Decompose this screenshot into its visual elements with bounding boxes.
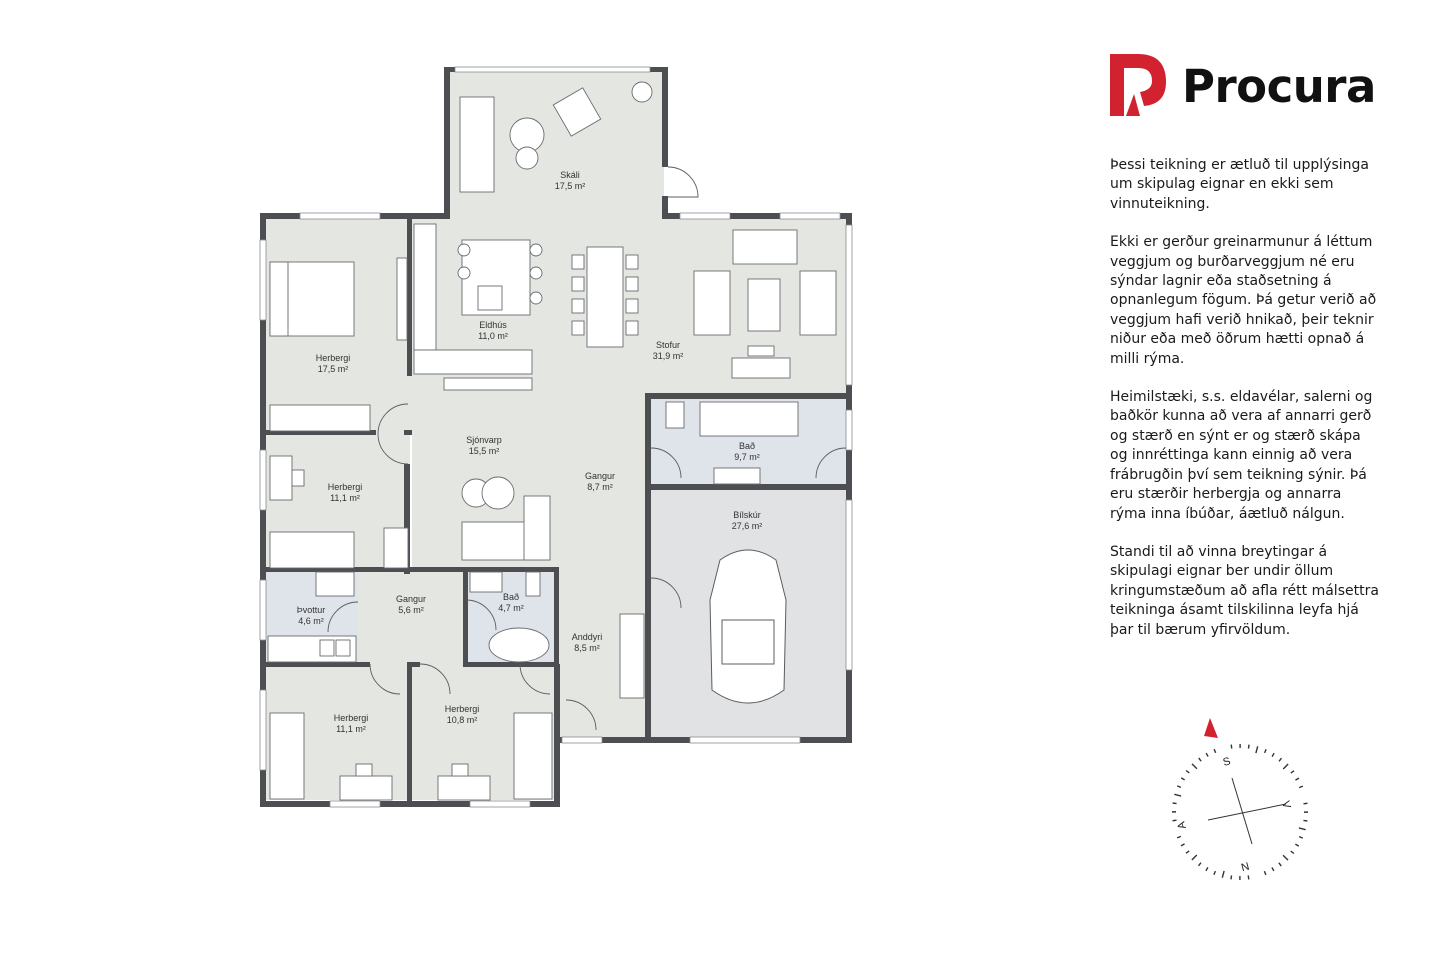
compass-tick [1272, 867, 1274, 870]
room-label: Bað [738, 441, 756, 451]
compass-tick [1177, 836, 1181, 838]
room-area: 8,7 m² [587, 482, 613, 492]
compass-tick [1291, 771, 1294, 773]
room-area: 11,1 m² [330, 493, 360, 503]
compass-tick [1231, 745, 1232, 749]
compass-tick [1177, 786, 1181, 788]
compass-tick [1214, 871, 1216, 875]
procura-logo-icon [1110, 54, 1166, 118]
compass-tick [1192, 764, 1197, 769]
compass-tick [1295, 844, 1298, 846]
compass-tick [1186, 771, 1189, 773]
compass-tick [1299, 786, 1303, 788]
compass-tick [1248, 875, 1249, 879]
compass-tick [1303, 820, 1307, 821]
compass-tick [1174, 794, 1181, 796]
room-label: Herbergi [327, 482, 363, 492]
car [710, 550, 786, 703]
compass-tick [1199, 758, 1201, 761]
compass-ticks [1172, 744, 1308, 880]
compass-tick [1199, 863, 1201, 866]
brand-logo [1110, 52, 1380, 122]
compass-icon [1160, 712, 1320, 880]
room-label: Herbergi [444, 704, 480, 714]
compass-tick [1256, 746, 1258, 753]
room-label: Herbergi [333, 713, 369, 723]
compass-tick [1279, 863, 1281, 866]
compass-tick [1231, 875, 1232, 879]
compass-tick [1173, 820, 1177, 821]
compass-tick [1265, 749, 1267, 753]
room-label: Gangur [395, 594, 427, 604]
room-area: 11,1 m² [336, 724, 366, 734]
disclaimer-paragraph: Þessi teikning er ætluð til upplýsinga um skipulag eignar en ekki sem vinnuteikning. [1110, 157, 1369, 212]
compass-letter: A [1175, 820, 1189, 831]
compass-tick [1283, 855, 1288, 860]
room-label: Bað [502, 592, 520, 602]
room-label: Stofur [655, 340, 681, 350]
compass-tick [1222, 871, 1224, 878]
room-area: 31,9 m² [652, 351, 684, 361]
room-label: Sjónvarp [466, 435, 502, 445]
room-label: Eldhús [479, 320, 507, 330]
compass-letter: S [1221, 755, 1232, 769]
compass-tick [1295, 778, 1298, 780]
compass-tick [1181, 844, 1184, 846]
room-area: 10,8 m² [446, 715, 478, 725]
compass-letter: N [1239, 859, 1251, 873]
compass-tick [1186, 851, 1189, 853]
room-area: 17,5 m² [554, 181, 586, 191]
compass-tick [1248, 745, 1249, 749]
room-area: 9,7 m² [734, 452, 760, 462]
room-area: 4,6 m² [298, 616, 324, 626]
room-label: Herbergi [315, 353, 351, 363]
disclaimer-paragraph: Heimilstæki, s.s. eldavélar, salerni og baðkör kunna að vera af annarri gerð og stærð en sýnt er og stærð skápa og innréttinga kann einnig að vera frábrugðin því sem teikning sýnir. Þá eru stærðir herbergja og annarra rýma inna íbúðar, áætluð nálgun. [1110, 389, 1373, 522]
compass-needle [1204, 718, 1218, 738]
compass-tick [1206, 867, 1208, 870]
room-label: Skáli [560, 170, 580, 180]
room-label: Bílskúr [733, 510, 761, 520]
compass-tick [1299, 828, 1306, 830]
room-area: 27,6 m² [731, 521, 763, 531]
room-label: Gangur [584, 471, 616, 481]
room-area: 11,0 m² [478, 331, 508, 341]
compass-tick [1279, 758, 1281, 761]
room-label: Anddyri [571, 632, 603, 642]
disclaimer-paragraph: Standi til að vinna breytingar á skipulagi eignar ber undir öllum kringumstæðum að afla rétt málsettra teikninga ásamt tilskilinna leyfa hjá þar til bærum yfirvöldum. [1110, 543, 1379, 638]
room-area: 4,7 m² [498, 603, 524, 613]
compass-tick [1214, 749, 1216, 753]
compass-tick [1173, 803, 1177, 804]
room-label: Þvottur [296, 605, 326, 615]
compass-tick [1303, 803, 1307, 804]
compass-tick [1192, 855, 1197, 860]
compass-letter: V [1279, 799, 1293, 810]
compass-tick [1299, 837, 1303, 839]
compass-tick [1272, 753, 1274, 756]
room-area: 5,6 m² [398, 605, 424, 615]
room-area: 17,5 m² [317, 364, 349, 374]
compass-tick [1264, 871, 1266, 875]
compass-tick [1291, 851, 1294, 853]
room-area: 15,5 m² [468, 446, 500, 456]
compass-tick [1181, 778, 1184, 780]
compass-tick [1283, 764, 1288, 769]
room-area: 8,5 m² [574, 643, 600, 653]
brand-name: Procura [1182, 60, 1376, 113]
compass-tick [1206, 753, 1208, 756]
disclaimer [1110, 156, 1382, 659]
disclaimer-paragraph: Ekki er gerður greinarmunur á léttum veggjum og burðarveggjum né eru sýndar lagnir eða staðsetning á opnanlegum fögum. Þá getur verið að veggjum hafi verið hnikað, þeir teknir niður eða með öðrum hætti opnað á milli rýma. [1110, 234, 1377, 367]
